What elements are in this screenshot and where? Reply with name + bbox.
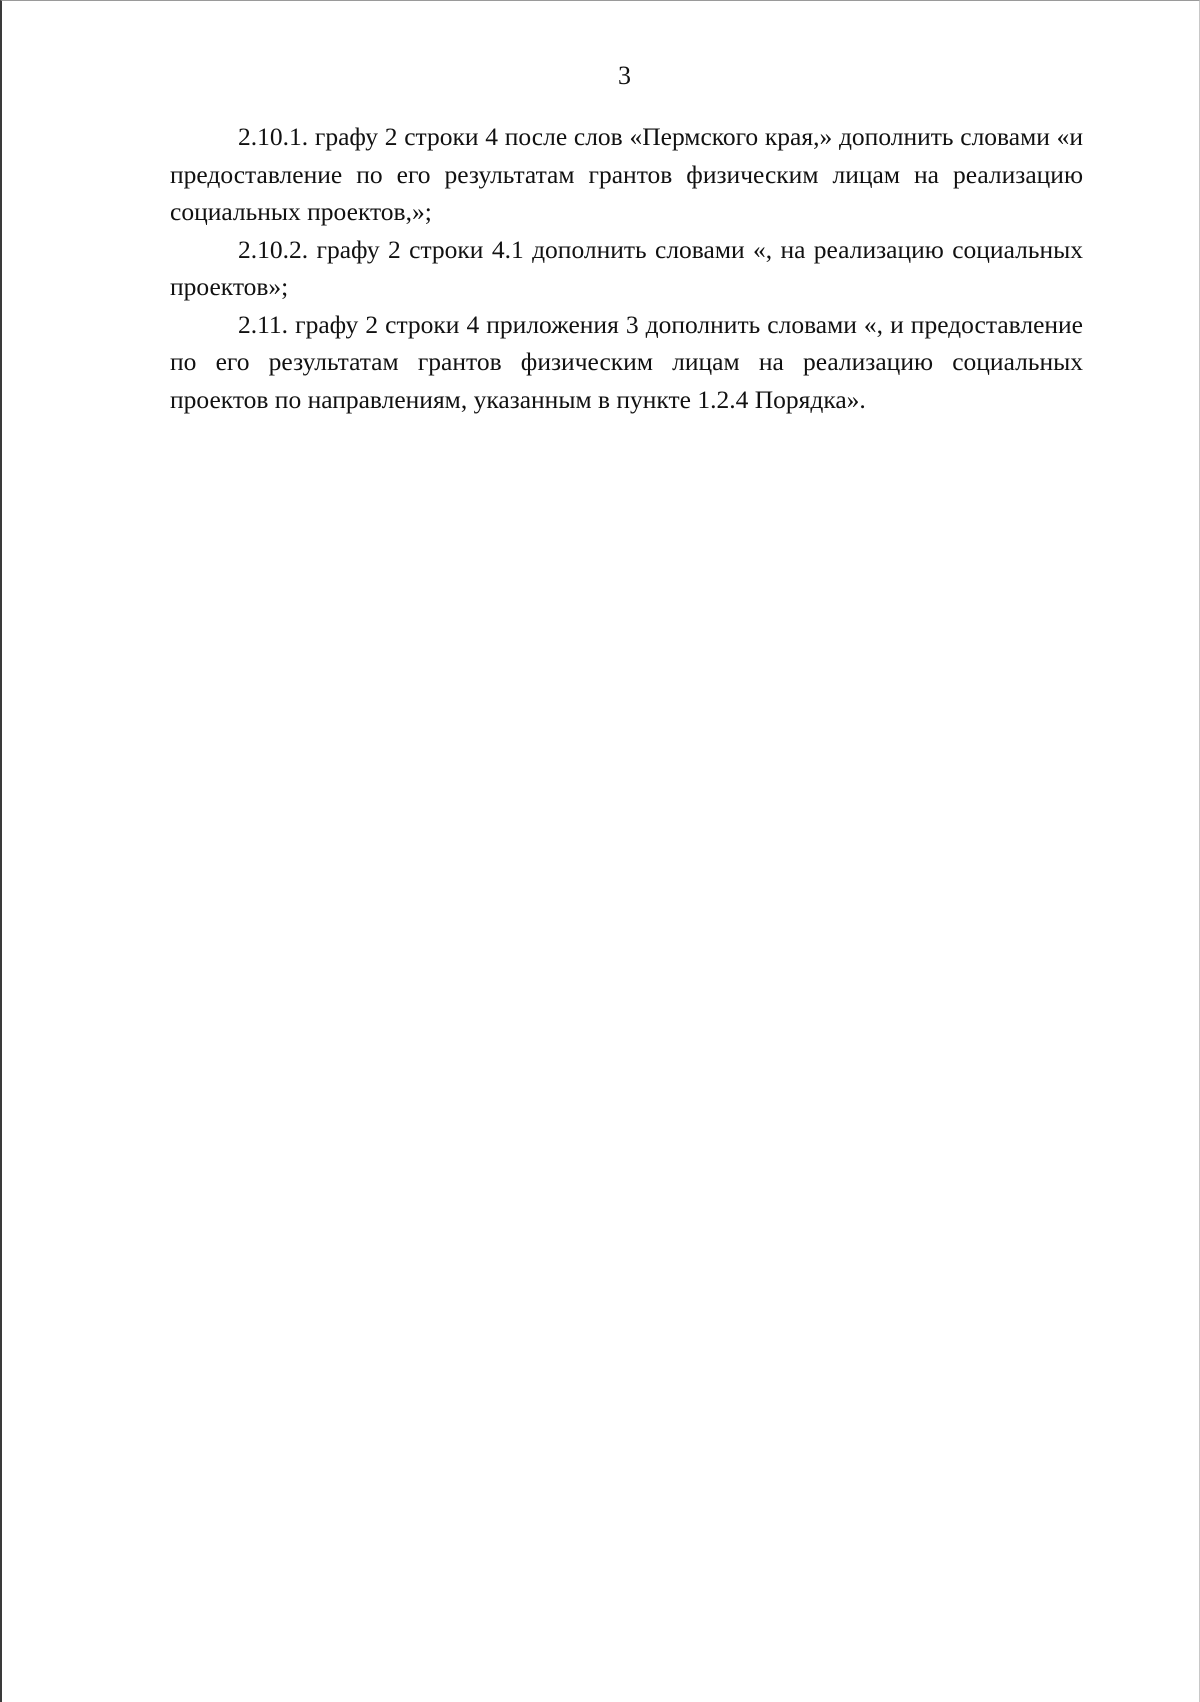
page-number: 3	[618, 61, 631, 90]
document-body	[170, 118, 1083, 418]
paragraph-2-10-1: 2.10.1. графу 2 строки 4 после слов «Пермского края,» дополнить словами «и предоставление по его результатам грантов физическим лицам на реализацию социальных проектов,»;	[170, 122, 1083, 226]
paragraph-2-11: 2.11. графу 2 строки 4 приложения 3 дополнить словами «, и предоставление по его результатам грантов физическим лицам на реализацию социальных проектов по направлениям, указанным в пункте 1.2.4 Порядка».	[170, 309, 1083, 414]
paragraph-2-10-2: 2.10.2. графу 2 строки 4.1 дополнить словами «, на реализацию социальных проектов»;	[170, 234, 1083, 301]
